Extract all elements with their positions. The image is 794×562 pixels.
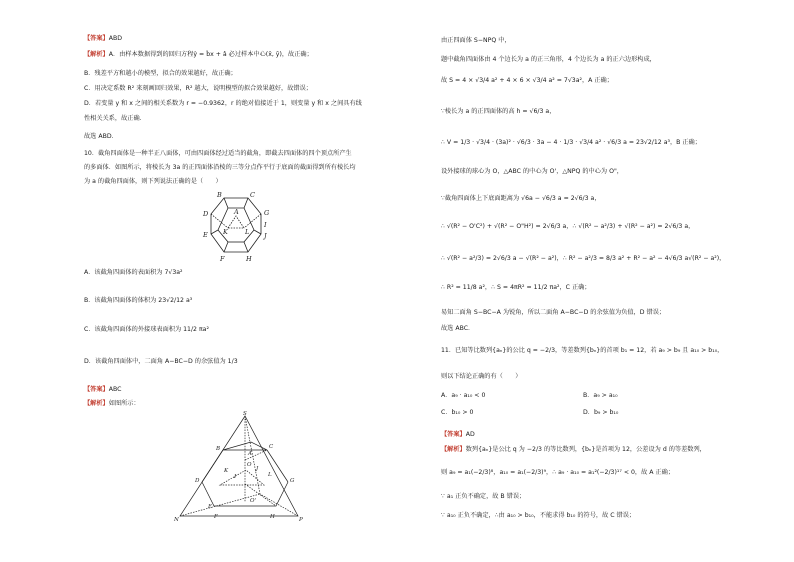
choice-line: 故选 ABD． [84, 133, 118, 140]
option-c: C．该截角四面体的外接球表面积为 11/2 πa² [84, 326, 209, 333]
label-g: G [264, 209, 270, 217]
label-o2: O [247, 462, 252, 468]
analysis-tag-11: 【解析】 [441, 446, 466, 453]
question-10-line-2: 的多面体．如图所示，将棱长为 3a 的正四面体沿棱的三等分点作平行于底面的截面得到所有棱长均 [84, 164, 356, 171]
edge-j [254, 230, 261, 234]
label-a2: A [248, 451, 252, 457]
middle-section [202, 482, 288, 506]
analysis-tag: 【解析】 [84, 51, 109, 58]
analysis-line-2: B．残差平方和越小的模型，拟合的效果越好，故正确； [84, 70, 237, 77]
option-a: A．该截角四面体的表面积为 7√3a² [84, 269, 183, 276]
label-c: C [250, 191, 255, 199]
analysis-line-10 [84, 400, 140, 408]
solution-line-6: 设外接球的球心为 O，△ABC 的中心为 O'，△NPQ 的中心为 O"， [441, 168, 623, 175]
label-l2: L [268, 472, 272, 478]
label-j2: J [256, 466, 259, 472]
link-1 [202, 450, 223, 482]
q11-option-d: D．b₉ > b₁₀ [583, 409, 619, 416]
solution-line-2: 题中截角四面体由 4 个边长为 a 的正三角形，4 个边长为 a 的正六边形构成， [441, 56, 656, 63]
label-h: H [246, 255, 252, 263]
truncated-tetrahedron-figure [198, 190, 274, 266]
answer-line-11 [441, 431, 475, 439]
label-e2: E [208, 504, 213, 510]
analysis-line-4: D．若变量 y 和 x 之间的相关系数为 r = −0.9362，r 的绝对值接近于 1，则变量 y 和 x 之间具有线 [84, 100, 362, 107]
label-n2: N [174, 517, 179, 522]
answer-tag-11: 【答案】 [441, 431, 466, 438]
label-i: I [264, 221, 267, 229]
label-s: S [243, 411, 247, 417]
option-d: D．该截角四面体中，二面角 A−BC−D 的余弦值为 1/3 [84, 358, 238, 365]
label-k2: K [224, 468, 229, 474]
right-column [397, 0, 794, 562]
edge-e [211, 230, 218, 234]
label-h2: H [270, 514, 275, 520]
label-d: D [203, 210, 209, 218]
solution-line-4: ∵棱长为 a 的正四面体的高 h = √6/3 a， [441, 108, 556, 115]
analysis-text-10: 如图所示： [108, 400, 140, 407]
label-o-prime: O' [250, 498, 257, 504]
option-b: B．该截角四面体的体积为 23√2/12 a³ [84, 297, 193, 304]
q11-option-b: B．a₉ > a₁₀ [583, 392, 618, 399]
label-b: B [217, 191, 222, 199]
tetrahedron-construction-figure [170, 410, 310, 522]
answer-value: ABD [108, 35, 122, 42]
outer-outline [211, 198, 261, 252]
analysis-line-5: 性相关关系，故正确． [84, 115, 146, 122]
label-f: F [220, 255, 225, 263]
question-10-line-1: 10．截角四面体是一种半正八面体，可由四面体经过适当的截角，即截去四面体的四个顶点所产生 [84, 150, 352, 157]
solution-line-9: ∴ √(R² − a²/3) = 2√6/3 a − √(R² − a²)，∴ R² − a²/3 = 8/3 a² + R² − a² − 4√6/3 a√(R² − a²)， [441, 255, 726, 262]
q11-option-a: A．a₉ · a₁₀ < 0 [441, 392, 486, 399]
solution-line-8: ∴ √(R² − O'C²) + √(R² − O"H²) = 2√6/3 a，∴ √(R² − a²/3) + √(R² − a²) = 2√6/3 a， [441, 223, 695, 230]
hidden-triangle [228, 216, 244, 228]
analysis-line-1 [84, 51, 313, 59]
analysis-line-11-4: ∵ a₁₀ 正负不确定，∴由 a₁₀ > b₁₀，不能求得 b₁₀ 的符号，故 C 错误； [441, 512, 636, 519]
answer-line-10 [84, 386, 121, 394]
label-b2: B [216, 446, 221, 452]
answer-tag-10: 【答案】 [84, 386, 109, 393]
question-11-line-1: 11．已知等比数列{aₙ}的公比 q = −2/3，等差数列{bₙ}的首项 b₁ = 12，若 a₉ > b₉ 且 a₁₀ > b₁₀， [441, 347, 724, 354]
analysis-text-11: 数列{aₙ}是公比 q 为 −2/3 的等比数列，{bₙ}是首项为 12，公差设为 d 的等差数列， [465, 446, 706, 453]
top-face [224, 198, 248, 208]
label-a: A [234, 208, 239, 216]
q11-option-c: C．b₁₀ > 0 [441, 409, 474, 416]
answer-value-11: AD [465, 431, 475, 438]
solution-line-1: 由正四面体 S−NPQ 中， [441, 37, 511, 44]
label-f2: F [214, 514, 218, 520]
answer-tag: 【答案】 [84, 35, 109, 42]
label-d2: D [195, 478, 200, 484]
analysis-line-3: C．用决定系数 R² 来刻画回归效果，R² 越大，说明模型的拟合效果越好，故错误； [84, 85, 312, 92]
analysis-line-11-1 [441, 446, 706, 454]
label-k: K [223, 228, 228, 236]
analysis-line-11-2: 则 a₉ = a₁(−2/3)⁸，a₁₀ = a₁(−2/3)⁹，∴ a₉ · a₁₀ = a₁²(−2/3)¹⁷ < 0，故 A 正确； [441, 469, 675, 476]
question-10-line-3: 为 a 的截角四面体，则下列说法正确的是（ ） [84, 178, 222, 185]
label-p2: P [299, 517, 303, 522]
question-11-line-2: 则以下结论正确的有（ ） [441, 373, 522, 380]
answer-line-prev [84, 35, 122, 43]
solution-line-3: 故 S = 4 × √3/4 a² + 4 × 6 × √3/4 a² = 7√3a²，A 正确； [441, 77, 613, 84]
answer-value-10: ABC [108, 386, 122, 393]
outer-triangle [180, 416, 298, 516]
solution-line-7: ∵截角四面体上下底面距离为 √6a − √6/3 a = 2√6/3 a， [441, 195, 601, 202]
label-c2: C [269, 444, 274, 450]
solution-line-11: 易知二面角 S−BC−A 为锐角，所以二面角 A−BC−D 的余弦值为负值，D 错误； [441, 309, 666, 316]
analysis-tag-10: 【解析】 [84, 400, 109, 407]
solution-line-10: ∴ R² = 11/8 a²，∴ S = 4πR² = 11/2 πa²，C 正确； [441, 284, 591, 291]
analysis-text: A．由样本数据得到的回归方程ŷ = b̂x + â 必过样本中心(x̄, ȳ)，故正确； [108, 51, 313, 58]
label-i2: I [234, 474, 237, 480]
label-e: E [203, 231, 208, 239]
solution-line-5: ∴ V = 1/3 · √3/4 · (3a)² · √6/3 · 3a − 4 · 1/3 · √3/4 a² · √6/3 a = 23√2/12 a³，B 正确； [441, 139, 701, 146]
label-j: J [264, 232, 267, 240]
label-l: L [245, 228, 250, 236]
analysis-line-11-3: ∵ a₁ 正负不确定，故 B 错误； [441, 493, 526, 500]
label-g2: G [290, 478, 295, 484]
solution-line-12: 故选 ABC． [441, 325, 475, 332]
